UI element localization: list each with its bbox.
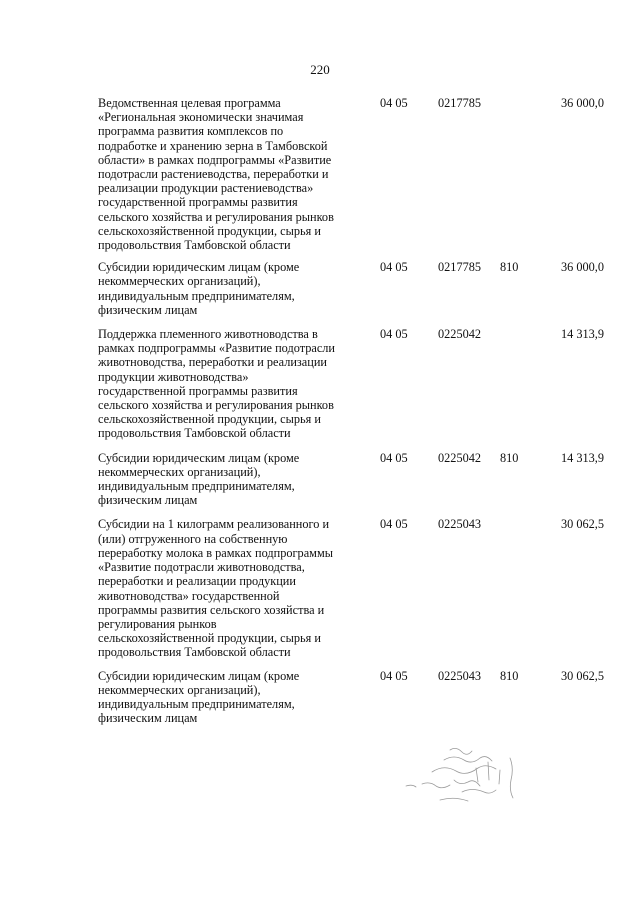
row-section-code: 04 05 (380, 668, 408, 683)
row-target-article: 0225042 (438, 327, 482, 342)
row-expense-type: 810 (500, 668, 519, 683)
row-name: Субсидии юридическим лицам (кроме некоммерческих организаций), индивидуальным предпринимателям, физическим лицам (98, 450, 300, 508)
row-section-code: 04 05 (380, 517, 408, 532)
row-target-article: 0217785 (438, 96, 482, 110)
row-name: Субсидии на 1 килограмм реализованного и (или) отгруженного на собственную переработку молока в рамках подпрограммы «Развитие подотрасли животноводства, переработки и реализации продукции животноводства» государственной программы развития сельского хозяйства и регулирования рынков сельскохозяйственной продукции, сырья и продовольствия Тамбовской области (98, 517, 333, 660)
row-amount: 14 313,9 (560, 327, 604, 342)
row-target-article: 0225043 (438, 668, 482, 683)
table-row (98, 327, 604, 441)
row-amount: 30 062,5 (560, 668, 604, 683)
row-target-article: 0225043 (438, 517, 482, 532)
row-amount: 36 000,0 (560, 260, 604, 275)
row-amount: 36 000,0 (560, 96, 604, 110)
row-target-article: 0225042 (438, 450, 482, 465)
row-name: Субсидии юридическим лицам (кроме некоммерческих организаций), индивидуальным предпринимателям, физическим лицам (98, 668, 300, 726)
table-row (98, 96, 604, 252)
row-target-article: 0217785 (438, 260, 482, 275)
table-row (98, 517, 604, 659)
signature-mark (392, 740, 552, 820)
row-amount: 30 062,5 (560, 517, 604, 532)
table-row (98, 669, 604, 726)
row-expense-type: 810 (500, 450, 519, 465)
row-section-code: 04 05 (380, 260, 408, 275)
page-number: 220 (310, 62, 330, 77)
row-name: Субсидии юридическим лицам (кроме некоммерческих организаций), индивидуальным предпринимателям, физическим лицам (98, 260, 300, 317)
row-name: Ведомственная целевая программа «Региональная экономически значимая программа развития комплексов по подработке и хранению зерна в Тамбовской области» в рамках подпрограммы «Развитие подотрасли растениеводства, переработки и реализации продукции растениеводства» государственной программы развития сельского хозяйства и регулирования рынков сельскохозяйственной продукции, сырья и продовольствия Тамбовской области (98, 96, 334, 253)
row-expense-type: 810 (500, 260, 519, 275)
row-section-code: 04 05 (380, 96, 408, 110)
table-row (98, 260, 604, 317)
table-row (98, 451, 604, 508)
row-section-code: 04 05 (380, 450, 408, 465)
row-amount: 14 313,9 (560, 450, 604, 465)
row-name: Поддержка племенного животноводства в рамках подпрограммы «Развитие подотрасли животноводства, переработки и реализации продукции животноводства» государственной программы развития сельского хозяйства и регулирования рынков сельскохозяйственной продукции, сырья и продовольствия Тамбовской области (98, 327, 336, 441)
row-section-code: 04 05 (380, 327, 408, 342)
budget-table (98, 96, 604, 725)
